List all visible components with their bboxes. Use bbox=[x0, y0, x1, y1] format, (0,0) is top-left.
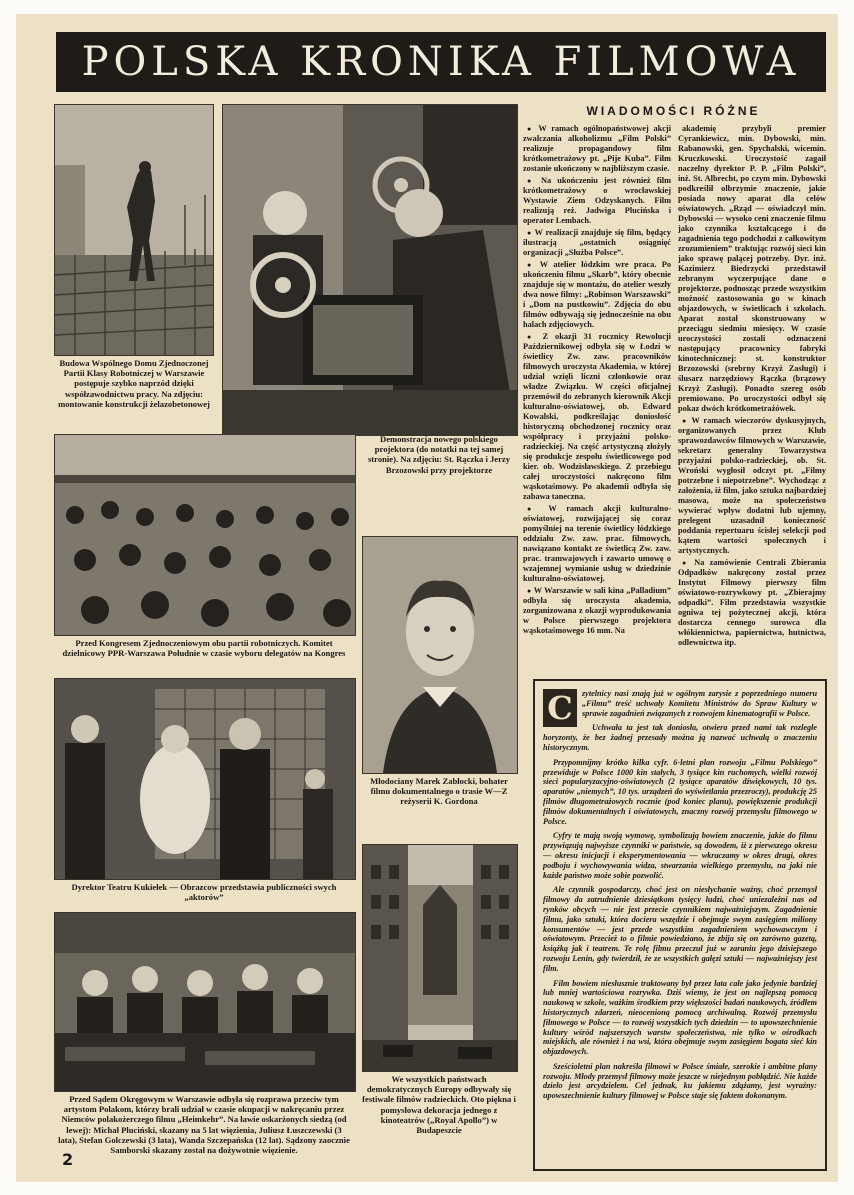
news-item: ● W ramach wieczorów dyskusyjnych, organizowanych przez Klub sprawozdawców filmowych w Warszawie, sekretarz generalny Towarzystwa przyjaźni polsko-radzieckiej, ob. St. Wroński wygłosił odczyt pt. „Filmy potrzebne i niepotrzebne”. Wychodząc z założenia, iż film, jako sztuka najbardziej masowa, może na społeczeństwo wywierać wpływ dodatni lub ujemny, prelegent uzasadnił konieczność poddania repertuaru ścisłej selekcji pod kątem wartości społecznych i artystycznych. bbox=[678, 416, 826, 556]
news-column-2 bbox=[678, 124, 826, 672]
news-section-title: WIADOMOŚCI RÓŻNE bbox=[586, 104, 761, 118]
news-item: ● Z okazji 31 rocznicy Rewolucji Październikowej odbyła się w Łodzi w świetlicy Zw. zaw. pracowników filmowych uroczysta Akademia, w której udział wzięli liczni członkowie oraz władze Związku. W części oficjalnej przemówił do zebranych kierownik Akcji kulturalno-oświatowej, ob. Edward Kowalski, podkreślając doniosłość historyczną obchodzonej rocznicy oraz współpracy i przyjaźni polsko-radzieckiej. Na część artystyczną złożyły się produkcje zespołu świetlicowego pod kier. ob. Wodzisławskiego. Z przebiegu całej uroczystości nakręcono film wąskotaśmowy. Po akademii odbyła się zabawa taneczna. bbox=[523, 332, 671, 502]
caption-boy-portrait: Młodociany Marek Zabłocki, bohater filmu dokumentalnego o trasie W—Z reżyserii K. Gordona bbox=[370, 776, 508, 807]
news-item: ● Na ukończeniu jest również film krótkometrażowy o wrocławskiej Wystawie Ziem Odzyskanych. Film realizują reż. Jadwiga Plucińska i operator Lembach. bbox=[523, 176, 671, 226]
caption-puppet-theatre: Dyrektor Teatru Kukiełek — Obrazcow przedstawia publiczności swych „aktorów” bbox=[71, 882, 337, 903]
photo-court-trial bbox=[54, 912, 356, 1092]
news-item: akademię przybyli premier Cyrankiewicz, min. Dybowski, min. Rabanowski, gen. Spychalski, wicemin. Kruczkowski. Uroczystość zagaił naczelny dyrektor P. P. „Film Polski”, inż. St. Albrecht, po czym min. Dybowski podkreślił olbrzymie znaczenie, jakie posiada nowy aparat dla celów oświatowych. „Rząd — oświadczył min. Dybowski — wysoko ceni znaczenie filmu jako czynnika kształcącego i do zagadnienia tego podchodzi z całkowitym zrozumieniem” traktując rozwój sieci kin jako sprawę palącej potrzeby. Dyr. inż. Kazimierz Biedrzycki przedstawił zebranym wyczerpujące dane o projektorze, podnosząc przede wszystkim możność zastosowania go w kinach objazdowych, w świetlicach i szkołach. Aparat został skonstruowany w przeciągu siedmiu miesięcy. W czasie uroczystości zostali odznaczeni następujący pracownicy fabryki kinotechnicznej: st. konstruktor Brzozowski (srebrny Krzyż Zasługi) i ślusarz narzędziowy Rączka (brązowy Krzyż Zasługi). Ponadto szereg osób premiowano. Po uroczystości odbył się pokaz dwóch krótkometrażówek. bbox=[678, 124, 826, 413]
photo-projector bbox=[222, 104, 518, 436]
editorial-paragraph: Cyfry te mają swoją wymowę, symbolizują bowiem znaczenie, jakie do filmu przywiązują najwyższe czynniki w państwie, są dowodem, iż z pierwszego okresu — okresu inicjacji i eksperymentowania — wkraczamy w okres drugi, okres podboju i wychowywania widza, stwarzania wielkiego przemysłu, na jaki nie każde państwo może sobie pozwolić. bbox=[543, 831, 817, 880]
photo-construction bbox=[54, 104, 214, 356]
photo-budapest-cinema bbox=[362, 844, 518, 1072]
caption-congress-meeting: Przed Kongresem Zjednoczeniowym obu partii robotniczych. Komitet dzielnicowy PPR-Warszawa Południe w czasie wyboru delegatów na Kongres bbox=[62, 638, 346, 659]
caption-projector: Demonstracja nowego polskiego projektora (do notatki na tej samej stronie). Na zdjęciu: St. Rączka i Jerzy Brzozowski przy projektorze bbox=[367, 434, 511, 475]
editorial-box bbox=[533, 679, 827, 1171]
magazine-page bbox=[16, 14, 838, 1182]
news-item: ● W ramach ogólnopaństwowej akcji zwalczania alkoholizmu „Film Polski” realizuje propagandowy film krótkometrażowy pt. „Pije Kuba”. Film zostanie ukończony w najbliższym czasie. bbox=[523, 124, 671, 174]
masthead-title: POLSKA KRONIKA FILMOWA bbox=[81, 39, 801, 85]
news-column-1 bbox=[523, 124, 671, 672]
page-number: 2 bbox=[62, 1150, 74, 1169]
news-item: ● W atelier łódzkim wre praca. Po ukończeniu filmu „Skarb”, który obecnie znajduje się w montażu, do atelier weszły dwa nowe filmy: „Robinson Warszawski” i „Dom na pustkowiu”. Zdjęcia do obu filmów odbywają się jednocześnie na obu halach zdjęciowych. bbox=[523, 260, 671, 330]
caption-construction: Budowa Wspólnego Domu Zjednoczonej Partii Klasy Robotniczej w Warszawie postępuje szybko naprzód dzięki współzawodnictwu pracy. Na zdjęciu: montowanie konstrukcji żelazobetonowej bbox=[58, 358, 210, 409]
editorial-dropcap: C bbox=[543, 689, 577, 727]
caption-budapest-cinema: We wszystkich państwach demokratycznych Europy odbywały się festiwale filmów radzieckich. Oto piękna i pomysłowa dekoracja jednego z kinoteatrów („Royal Apollo”) w Budapeszcie bbox=[362, 1074, 516, 1136]
editorial-paragraph: Sześcioletni plan nakreśla filmowi w Polsce śmiałe, szerokie i ambitne plany rozwoju. Młody przemysł filmowy może jeszcze w niejednym pobłądzić. Nie każde dzieło jest arcydziełem. Cel jednak, ku jakiemu zdążamy, jest wyraźny: upowszechnienie kultury filmowej w Polsce staje się faktem dokonanym. bbox=[543, 1061, 817, 1101]
masthead-banner bbox=[56, 32, 826, 92]
editorial-paragraph: Uchwała ta jest tak doniosła, otwiera przed nami tak rozległe horyzonty, że bez żadnej przesady można ją nazwać uchwałą o znaczeniu historycznym. bbox=[543, 723, 817, 752]
editorial-paragraph: Przypomnijmy krótko kilka cyfr. 6-letni plan rozwoju „Filmu Polskiego” przewiduje w Polsce 1000 kin stałych, 3 tysiące kin ruchomych, wielki rozwój sieci popularyzacyjno-oświatowych (2 tysiące aparatów dźwiękowych, 10 tys. aparatów „niemych”, 10 tys. urządzeń do wyświetlania przezroczy), produkcję 25 filmów długometrażowych rocznie (pod koniec planu), powiększenie produkcji filmów dokumentalnych i oświatowych, znaczny rozwój przemysłu filmowego w Polsce. bbox=[543, 757, 817, 826]
caption-court-trial: Przed Sądem Okręgowym w Warszawie odbyła się rozprawa przeciw tym artystom Polakom, którzy brali udział w czasie okupacji w nakręcaniu przez Niemców polakożerczego filmu „Heimkehr”. Na ławie oskarżonych siedzą (od lewej): Michał Pluciński, skazany na 5 lat więzienia, Juliusz Łuszczewski (3 lata), Stefan Golczewski (3 lata), Wanda Szczepańska (12 lat). Sądzony zaocznie Samborski skazany został na dożywotnie więzienie. bbox=[58, 1094, 350, 1156]
news-item: ● W ramach akcji kulturalno-oświatowej, rozwijającej się coraz pomyślniej na terenie świetlicy łódzkiego oddziału Zw. zaw. prac. filmowych, nawiązano kontakt ze świetlicą Zw. zaw. prac. tramwajowych i zawarto umowę o wzajemnej wymianie usług w dziedzinie kulturalno-oświatowej. bbox=[523, 504, 671, 584]
news-item: ● W Warszawie w sali kina „Palladium” odbyła się uroczysta akademia, zorganizowana z okazji wyprodukowania w Polsce pierwszego projektora wąskotaśmowego 16 mm. Na bbox=[523, 586, 671, 636]
editorial-paragraph: zytelnicy nasi znają już w ogólnym zarysie z poprzedniego numeru „Filmu” treść uchwały Komitetu Ministrów do Spraw Kultury w sprawie zagadnień związanych z rozwojem kinematografii w Polsce. bbox=[582, 689, 817, 718]
editorial-paragraph: Ale czynnik gospodarczy, choć jest on niesłychanie ważny, choć przemysł filmowy da zatrudnienie dziesiątkom tysięcy ludzi, choć uniezależni nas od rynków obcych — nie jest przecie czynnikiem najważniejszym. Zagadnienie filmu, jako sztuki, która dociera wszędzie i obejmuje swym zasięgiem miliony konsumentów — jest przede wszystkim zagadnieniem wychowawczym i oświatowym. Przecież to o filmie powiedziano, że zbija się on zarówno gazetą, książką jak i teatrem. Te rolę filmu przeczuł już w zaraniu jego dzisiejszego rozwoju Lenin, gdy twierdził, że ze wszystkich gałęzi sztuki — najważniejszy jest film. bbox=[543, 885, 817, 973]
news-item: ● Na zamówienie Centrali Zbierania Odpadków nakręcony został przez Instytut Filmowy pierwszy film oświatowo-rozrywkowy pt. „Zbierajmy odpadki”. Film przedstawia wszystkie ogniwa tej pożytecznej akcji, która dostarcza cennego surowca dla włókiennictwa, papiernictwa, hutnictwa, odlewnictwa itp. bbox=[678, 558, 826, 648]
photo-congress-meeting bbox=[54, 434, 356, 636]
news-item: ● W realizacji znajduje się film, będący ilustracją „ostatnich osiągnięć organizacji „Służba Polsce”. bbox=[523, 228, 671, 258]
photo-puppet-theatre bbox=[54, 678, 356, 880]
editorial-text bbox=[543, 689, 817, 1163]
photo-boy-portrait bbox=[362, 536, 518, 774]
editorial-paragraph: Film bowiem niesłusznie traktowany był przez lata całe jako jedynie bardziej lub mniej wartościowa rozrywka. Dziś wiemy, że jest on najlepszą pomocą naukową w szkole, ważkim środkiem przy większości badań naukowych, źródłem historycznych zdarzeń, nieocenioną pomocą archiwalną. Rozwój przemysłu filmowego w Polsce — to rozwój wszystkich tych dziedzin — to upowszechnienie kultury wśród najszerszych warstw społeczeństwa, nie tylko w ośrodkach miejskich, ale również i na wsi, która obejmuje swym zasięgiem bogata sieć kin objazdowych. bbox=[543, 978, 817, 1057]
